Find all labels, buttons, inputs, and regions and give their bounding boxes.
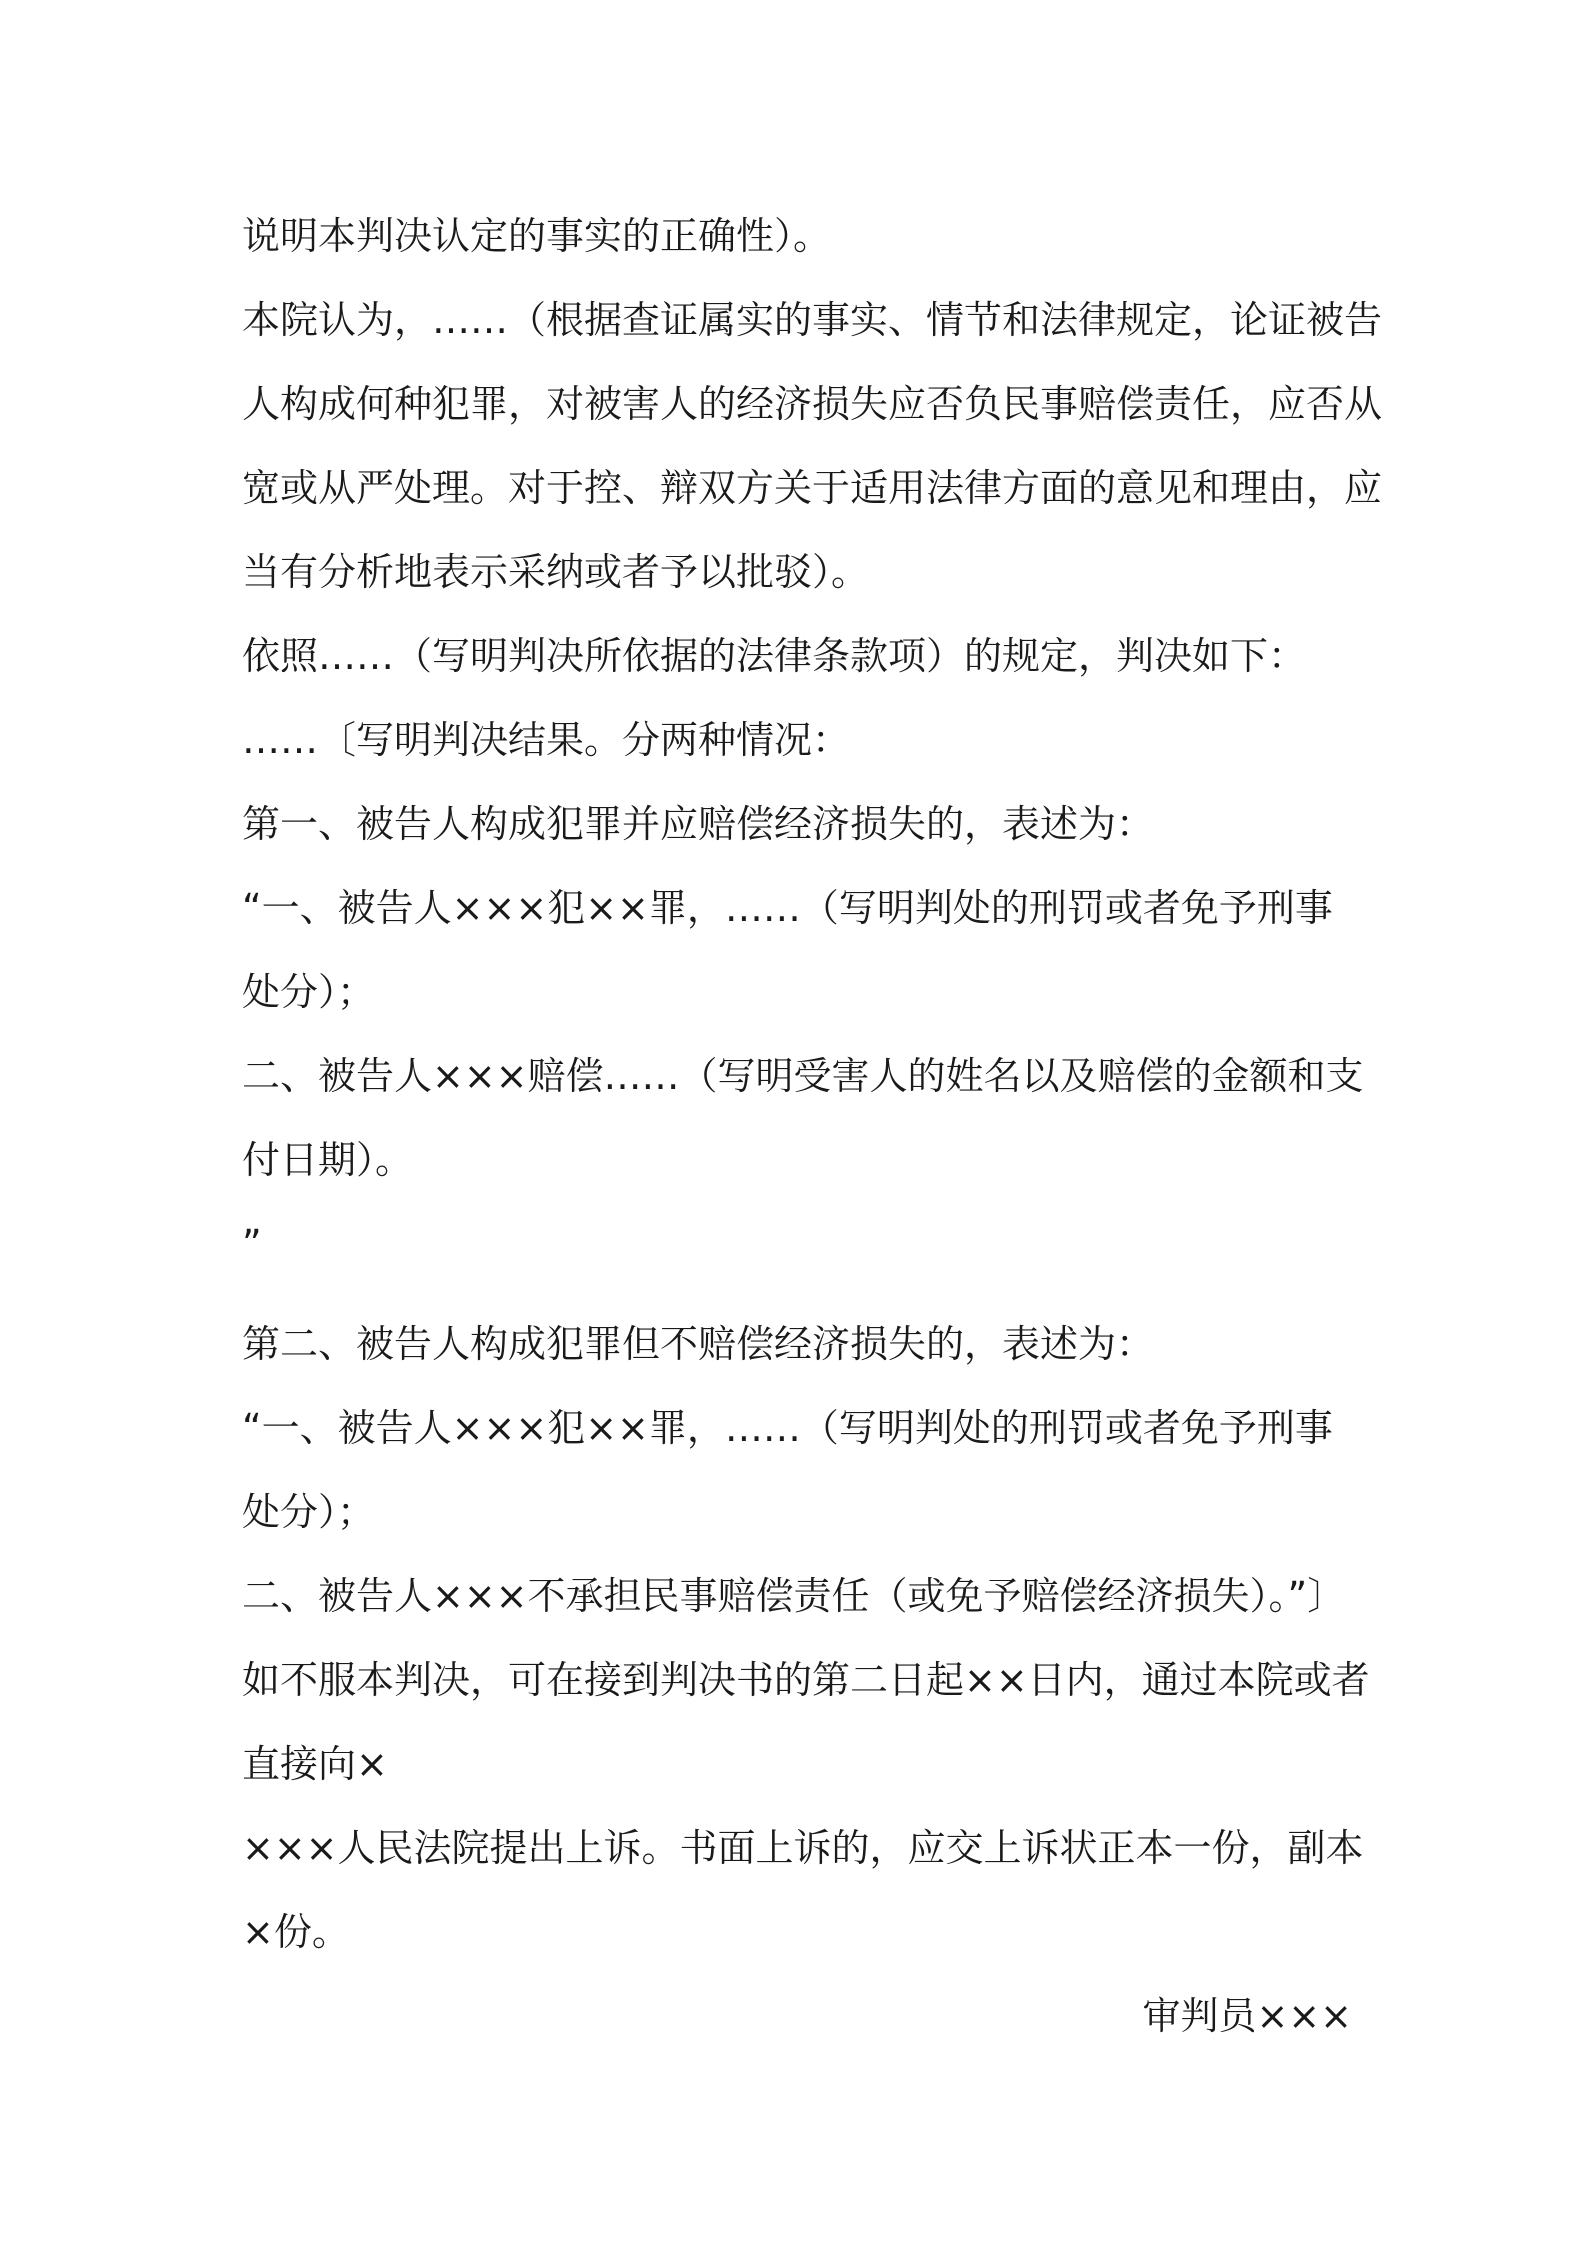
text-line-14: 第二、被告人构成犯罪但不赔偿经济损失的，表述为： [242, 1322, 1155, 1366]
text-line-17: 二、被告人×××不承担民事赔偿责任（或免予赔偿经济损失）。”〕 [242, 1574, 1346, 1618]
text-line-2: 本院认为，……（根据查证属实的事实、情节和法律规定，论证被告 [242, 298, 1383, 342]
text-line-7: ……〔写明判决结果。分两种情况： [242, 718, 851, 762]
text-line-20: ×××人民法院提出上诉。书面上诉的，应交上诉状正本一份，副本 [242, 1826, 1364, 1870]
text-line-15: “一、被告人×××犯××罪，……（写明判处的刑罚或者免予刑事 [242, 1406, 1333, 1450]
text-line-11: 二、被告人×××赔偿……（写明受害人的姓名以及赔偿的金额和支 [242, 1054, 1364, 1098]
text-line-6: 依照……（写明判决所依据的法律条款项）的规定，判决如下： [242, 634, 1307, 678]
text-line-18: 如不服本判决，可在接到判决书的第二日起××日内，通过本院或者 [242, 1658, 1370, 1702]
text-line-4: 宽或从严处理。对于控、辩双方关于适用法律方面的意见和理由，应 [242, 466, 1383, 510]
document-body [242, 194, 1383, 2058]
text-line-19: 直接向× [242, 1742, 388, 1786]
text-line-13: ” [242, 1222, 262, 1266]
text-line-9: “一、被告人×××犯××罪，……（写明判处的刑罚或者免予刑事 [242, 886, 1333, 930]
text-line-1: 说明本判决认定的事实的正确性）。 [242, 214, 832, 258]
text-line-12: 付日期）。 [242, 1138, 414, 1182]
text-line-10: 处分）； [242, 970, 376, 1014]
judge-signature: 审判员××× [1142, 1994, 1352, 2038]
text-line-16: 处分）； [242, 1490, 376, 1534]
text-line-8: 第一、被告人构成犯罪并应赔偿经济损失的，表述为： [242, 802, 1155, 846]
text-line-5: 当有分析地表示采纳或者予以批驳）。 [242, 550, 870, 594]
text-line-3: 人构成何种犯罪，对被害人的经济损失应否负民事赔偿责任，应否从 [242, 382, 1383, 426]
text-line-21: ×份。 [242, 1910, 350, 1954]
